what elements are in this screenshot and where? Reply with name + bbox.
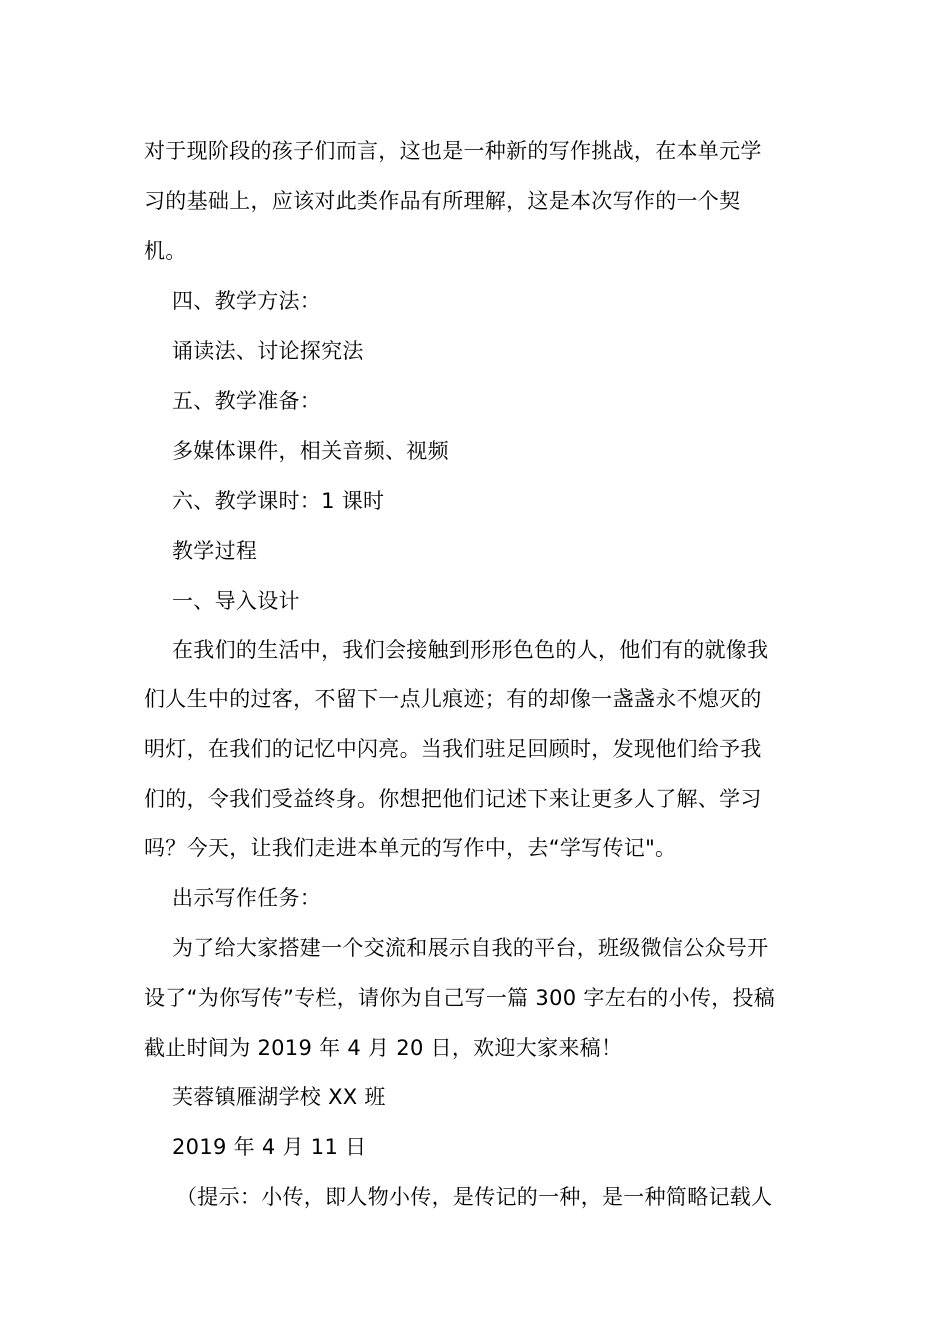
date-line: 2019 年 4 月 11 日 <box>172 1135 367 1159</box>
body-text-line: 设了“为你写传”专栏，请你为自己写一篇 300 字左右的小传，投稿 <box>144 986 776 1010</box>
body-text-line: 机。 <box>144 239 187 263</box>
body-text-line: 出示写作任务： <box>172 886 322 910</box>
body-text-line: 在我们的生活中，我们会接触到形形色色的人，他们有的就像我 <box>172 638 769 662</box>
body-text-line: 截止时间为 2019 年 4 月 20 日，欢迎大家来稿！ <box>144 1036 623 1060</box>
section-heading: 一、导入设计 <box>172 589 300 613</box>
body-text-line: 对于现阶段的孩子们而言，这也是一种新的写作挑战，在本单元学 <box>144 139 762 163</box>
body-text-line: 们人生中的过客，不留下一点儿痕迹；有的却像一盏盏永不熄灭的 <box>144 687 762 711</box>
body-text-line: （提示：小传，即人物小传，是传记的一种，是一种简略记载人 <box>176 1185 773 1209</box>
section-heading: 五、教学准备： <box>172 389 322 413</box>
body-text-line: 习的基础上，应该对此类作品有所理解，这是本次写作的一个契 <box>144 189 741 213</box>
signature-line: 芙蓉镇雁湖学校 XX 班 <box>172 1085 386 1109</box>
body-text-line: 多媒体课件，相关音频、视频 <box>172 439 449 463</box>
body-text-line: 们的，令我们受益终身。你想把他们记述下来让更多人了解、学习 <box>144 787 762 811</box>
section-heading: 教学过程 <box>172 539 258 563</box>
section-heading: 六、教学课时：1 课时 <box>172 489 385 513</box>
body-text-line: 诵读法、讨论探究法 <box>172 339 364 363</box>
section-heading: 四、教学方法： <box>172 289 322 313</box>
body-text-line: 吗？今天，让我们走进本单元的写作中，去“学写传记"。 <box>144 836 677 860</box>
body-text-line: 明灯，在我们的记忆中闪亮。当我们驻足回顾时，发现他们给予我 <box>144 737 762 761</box>
body-text-line: 为了给大家搭建一个交流和展示自我的平台，班级微信公众号开 <box>172 936 769 960</box>
